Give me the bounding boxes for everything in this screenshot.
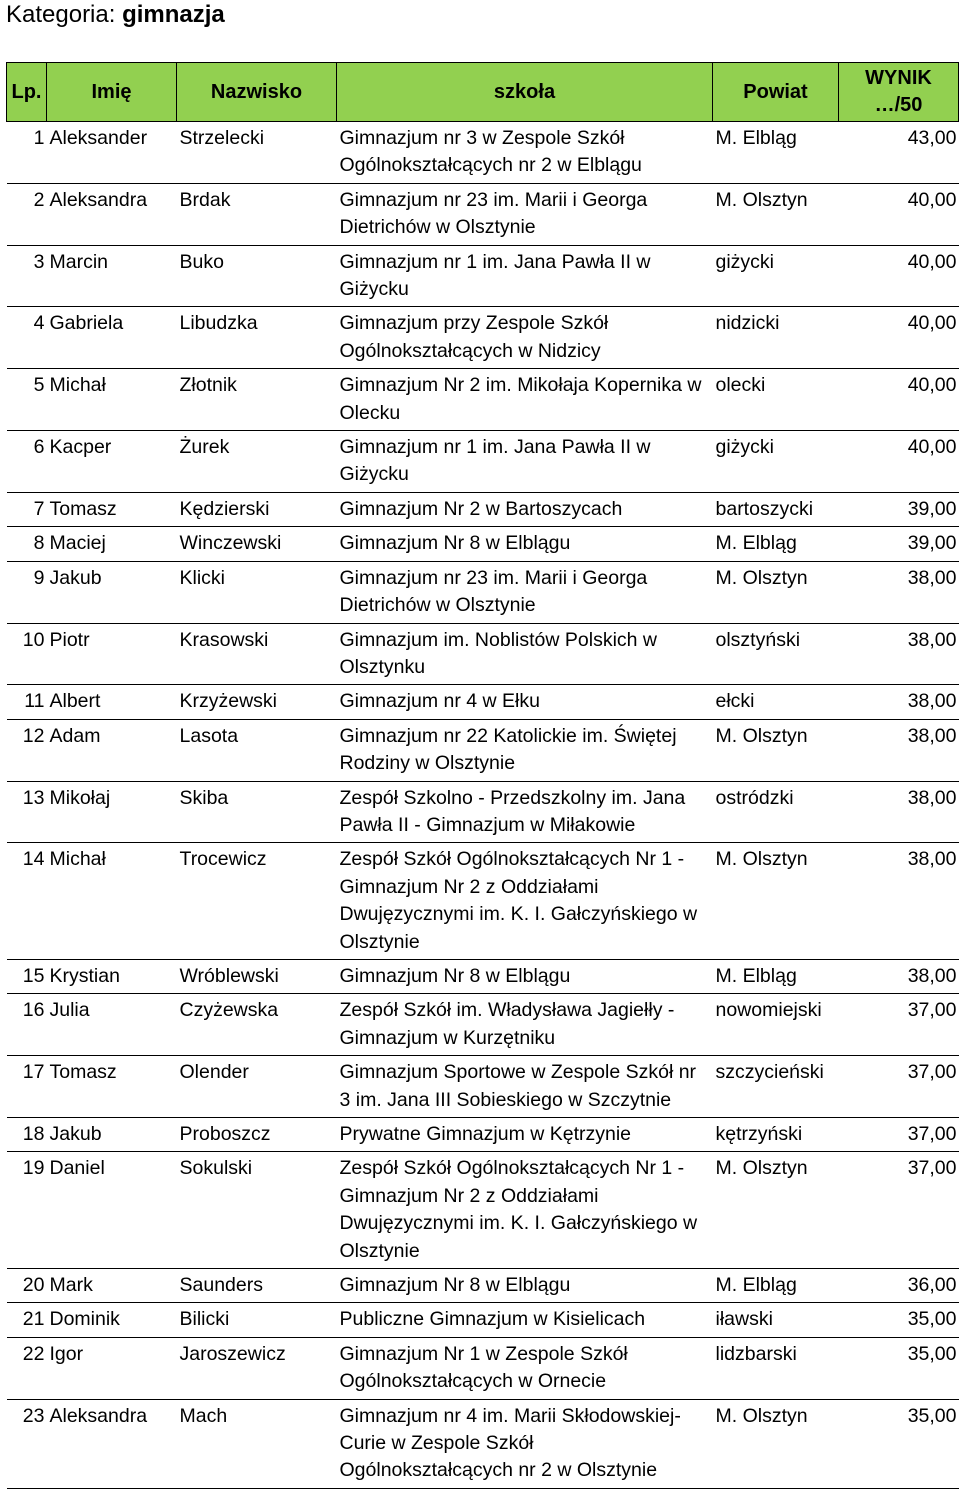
cell-score: 38,00 (839, 561, 959, 623)
cell-last-name: Sokulski (177, 1152, 337, 1269)
cell-county: M. Olsztyn (713, 1152, 839, 1269)
cell-lp: 18 (7, 1118, 47, 1152)
cell-last-name: Jaroszewicz (177, 1337, 337, 1399)
cell-last-name: Krzyżewski (177, 685, 337, 719)
cell-first-name: Daniel (47, 1152, 177, 1269)
cell-first-name: Michał (47, 369, 177, 431)
table-row (7, 492, 959, 526)
cell-county: olecki (713, 369, 839, 431)
table-row (7, 527, 959, 561)
cell-county: giżycki (713, 245, 839, 307)
cell-score: 36,00 (839, 1269, 959, 1303)
cell-lp: 14 (7, 843, 47, 960)
cell-score: 38,00 (839, 685, 959, 719)
cell-first-name: Tomasz (47, 1056, 177, 1118)
cell-score: 37,00 (839, 994, 959, 1056)
cell-school: Gimnazjum Nr 8 w Elblągu (337, 1269, 713, 1303)
cell-score: 40,00 (839, 245, 959, 307)
cell-county: M. Olsztyn (713, 719, 839, 781)
cell-score: 35,00 (839, 1303, 959, 1337)
cell-lp: 13 (7, 781, 47, 843)
cell-school: Prywatne Gimnazjum w Kętrzynie (337, 1118, 713, 1152)
cell-school: Gimnazjum nr 4 w Ełku (337, 685, 713, 719)
cell-last-name: Buko (177, 245, 337, 307)
cell-score: 40,00 (839, 369, 959, 431)
cell-score: 37,00 (839, 1118, 959, 1152)
table-row (7, 994, 959, 1056)
cell-last-name: Klicki (177, 561, 337, 623)
cell-lp: 5 (7, 369, 47, 431)
cell-lp: 16 (7, 994, 47, 1056)
cell-first-name: Igor (47, 1337, 177, 1399)
cell-score: 40,00 (839, 431, 959, 493)
cell-first-name: Maciej (47, 527, 177, 561)
cell-first-name: Julia (47, 994, 177, 1056)
cell-lp: 17 (7, 1056, 47, 1118)
cell-school: Zespół Szkół Ogólnokształcących Nr 1 - Gimnazjum Nr 2 z Oddziałami Dwujęzycznymi im. K. I. Gałczyńskiego w Olsztynie (337, 1152, 713, 1269)
cell-school: Gimnazjum Nr 8 w Elblągu (337, 527, 713, 561)
cell-last-name: Brdak (177, 183, 337, 245)
cell-first-name: Michał (47, 843, 177, 960)
table-row (7, 843, 959, 960)
table-row (7, 1269, 959, 1303)
cell-school: Publiczne Gimnazjum w Kisielicach (337, 1303, 713, 1337)
cell-first-name: Kacper (47, 431, 177, 493)
cell-lp: 21 (7, 1303, 47, 1337)
cell-first-name: Gabriela (47, 307, 177, 369)
col-header-last-name: Nazwisko (177, 63, 337, 122)
table-row (7, 781, 959, 843)
cell-last-name: Mach (177, 1399, 337, 1488)
cell-last-name: Żurek (177, 431, 337, 493)
cell-county: M. Olsztyn (713, 561, 839, 623)
cell-last-name: Czyżewska (177, 994, 337, 1056)
cell-lp: 11 (7, 685, 47, 719)
cell-county: M. Olsztyn (713, 843, 839, 960)
cell-last-name: Wróblewski (177, 959, 337, 993)
cell-school: Gimnazjum nr 23 im. Marii i Georga Dietrichów w Olsztynie (337, 561, 713, 623)
cell-first-name: Dominik (47, 1303, 177, 1337)
cell-county: M. Olsztyn (713, 1399, 839, 1488)
table-row (7, 1337, 959, 1399)
cell-score: 40,00 (839, 307, 959, 369)
cell-score: 39,00 (839, 492, 959, 526)
table-row (7, 959, 959, 993)
table-row (7, 431, 959, 493)
cell-score: 40,00 (839, 183, 959, 245)
cell-lp: 12 (7, 719, 47, 781)
cell-score: 37,00 (839, 1056, 959, 1118)
cell-score: 38,00 (839, 623, 959, 685)
table-row (7, 1152, 959, 1269)
cell-lp: 9 (7, 561, 47, 623)
cell-county: M. Elbląg (713, 527, 839, 561)
cell-school: Zespół Szkół Ogólnokształcących Nr 1 - Gimnazjum Nr 2 z Oddziałami Dwujęzycznymi im. K. I. Gałczyńskiego w Olsztynie (337, 843, 713, 960)
cell-school: Gimnazjum nr 22 Katolickie im. Świętej Rodziny w Olsztynie (337, 719, 713, 781)
cell-school: Gimnazjum nr 4 im. Marii Skłodowskiej-Curie w Zespole Szkół Ogólnokształcących nr 2 w Olsztynie (337, 1399, 713, 1488)
cell-first-name: Aleksander (47, 122, 177, 184)
cell-lp: 20 (7, 1269, 47, 1303)
cell-lp: 4 (7, 307, 47, 369)
cell-county: giżycki (713, 431, 839, 493)
cell-first-name: Aleksandra (47, 1399, 177, 1488)
table-row (7, 1118, 959, 1152)
results-table (6, 62, 959, 1489)
cell-last-name: Olender (177, 1056, 337, 1118)
cell-last-name: Strzelecki (177, 122, 337, 184)
cell-lp: 1 (7, 122, 47, 184)
table-header-row (7, 63, 959, 122)
cell-school: Gimnazjum Sportowe w Zespole Szkół nr 3 im. Jana III Sobieskiego w Szczytnie (337, 1056, 713, 1118)
cell-county: olsztyński (713, 623, 839, 685)
col-header-county: Powiat (713, 63, 839, 122)
cell-first-name: Marcin (47, 245, 177, 307)
cell-score: 37,00 (839, 1152, 959, 1269)
table-row (7, 623, 959, 685)
cell-school: Gimnazjum nr 23 im. Marii i Georga Dietrichów w Olsztynie (337, 183, 713, 245)
cell-school: Gimnazjum Nr 2 w Bartoszycach (337, 492, 713, 526)
table-row (7, 369, 959, 431)
cell-last-name: Trocewicz (177, 843, 337, 960)
cell-score: 35,00 (839, 1399, 959, 1488)
cell-first-name: Piotr (47, 623, 177, 685)
cell-school: Gimnazjum nr 3 w Zespole Szkół Ogólnokształcących nr 2 w Elblągu (337, 122, 713, 184)
cell-school: Gimnazjum Nr 1 w Zespole Szkół Ogólnokształcących w Ornecie (337, 1337, 713, 1399)
cell-score: 38,00 (839, 843, 959, 960)
cell-first-name: Adam (47, 719, 177, 781)
cell-score: 43,00 (839, 122, 959, 184)
cell-county: nidzicki (713, 307, 839, 369)
cell-first-name: Mark (47, 1269, 177, 1303)
cell-county: M. Elbląg (713, 1269, 839, 1303)
col-header-score-max: …/50 (874, 94, 923, 116)
table-row (7, 685, 959, 719)
cell-first-name: Jakub (47, 1118, 177, 1152)
cell-score: 38,00 (839, 781, 959, 843)
col-header-first-name: Imię (47, 63, 177, 122)
cell-county: M. Olsztyn (713, 183, 839, 245)
table-row (7, 245, 959, 307)
cell-lp: 3 (7, 245, 47, 307)
cell-lp: 8 (7, 527, 47, 561)
cell-school: Gimnazjum nr 1 im. Jana Pawła II w Giżycku (337, 245, 713, 307)
cell-county: szczycieński (713, 1056, 839, 1118)
col-header-score (839, 63, 959, 122)
cell-lp: 6 (7, 431, 47, 493)
cell-first-name: Albert (47, 685, 177, 719)
cell-first-name: Krystian (47, 959, 177, 993)
cell-last-name: Złotnik (177, 369, 337, 431)
table-row (7, 719, 959, 781)
cell-last-name: Libudzka (177, 307, 337, 369)
cell-county: iławski (713, 1303, 839, 1337)
cell-score: 38,00 (839, 719, 959, 781)
cell-school: Zespół Szkolno - Przedszkolny im. Jana Pawła II - Gimnazjum w Miłakowie (337, 781, 713, 843)
cell-first-name: Aleksandra (47, 183, 177, 245)
cell-last-name: Lasota (177, 719, 337, 781)
cell-last-name: Kędzierski (177, 492, 337, 526)
cell-school: Gimnazjum nr 1 im. Jana Pawła II w Giżycku (337, 431, 713, 493)
col-header-school: szkoła (337, 63, 713, 122)
cell-county: nowomiejski (713, 994, 839, 1056)
cell-lp: 7 (7, 492, 47, 526)
cell-score: 39,00 (839, 527, 959, 561)
cell-last-name: Saunders (177, 1269, 337, 1303)
cell-first-name: Jakub (47, 561, 177, 623)
cell-school: Zespół Szkół im. Władysława Jagiełły - Gimnazjum w Kurzętniku (337, 994, 713, 1056)
cell-score: 38,00 (839, 959, 959, 993)
cell-county: kętrzyński (713, 1118, 839, 1152)
table-row (7, 1303, 959, 1337)
cell-school: Gimnazjum Nr 8 w Elblągu (337, 959, 713, 993)
cell-score: 35,00 (839, 1337, 959, 1399)
table-row (7, 561, 959, 623)
cell-county: M. Elbląg (713, 959, 839, 993)
cell-county: lidzbarski (713, 1337, 839, 1399)
cell-lp: 22 (7, 1337, 47, 1399)
cell-lp: 10 (7, 623, 47, 685)
cell-county: ełcki (713, 685, 839, 719)
table-row (7, 1056, 959, 1118)
cell-county: ostródzki (713, 781, 839, 843)
table-row (7, 122, 959, 184)
cell-first-name: Tomasz (47, 492, 177, 526)
cell-lp: 2 (7, 183, 47, 245)
cell-last-name: Proboszcz (177, 1118, 337, 1152)
category-label: Kategoria: (6, 1, 116, 28)
cell-first-name: Mikołaj (47, 781, 177, 843)
cell-last-name: Skiba (177, 781, 337, 843)
category-value: gimnazja (122, 1, 225, 28)
cell-last-name: Bilicki (177, 1303, 337, 1337)
table-row (7, 307, 959, 369)
cell-school: Gimnazjum przy Zespole Szkół Ogólnokształcących w Nidzicy (337, 307, 713, 369)
cell-lp: 15 (7, 959, 47, 993)
cell-lp: 23 (7, 1399, 47, 1488)
cell-lp: 19 (7, 1152, 47, 1269)
cell-county: M. Elbląg (713, 122, 839, 184)
cell-county: bartoszycki (713, 492, 839, 526)
table-row (7, 183, 959, 245)
cell-last-name: Krasowski (177, 623, 337, 685)
col-header-score-label: WYNIK (865, 67, 932, 89)
col-header-lp: Lp. (7, 63, 47, 122)
cell-school: Gimnazjum im. Noblistów Polskich w Olsztynku (337, 623, 713, 685)
cell-school: Gimnazjum Nr 2 im. Mikołaja Kopernika w Olecku (337, 369, 713, 431)
table-row (7, 1399, 959, 1488)
cell-last-name: Winczewski (177, 527, 337, 561)
page-title (6, 0, 225, 30)
